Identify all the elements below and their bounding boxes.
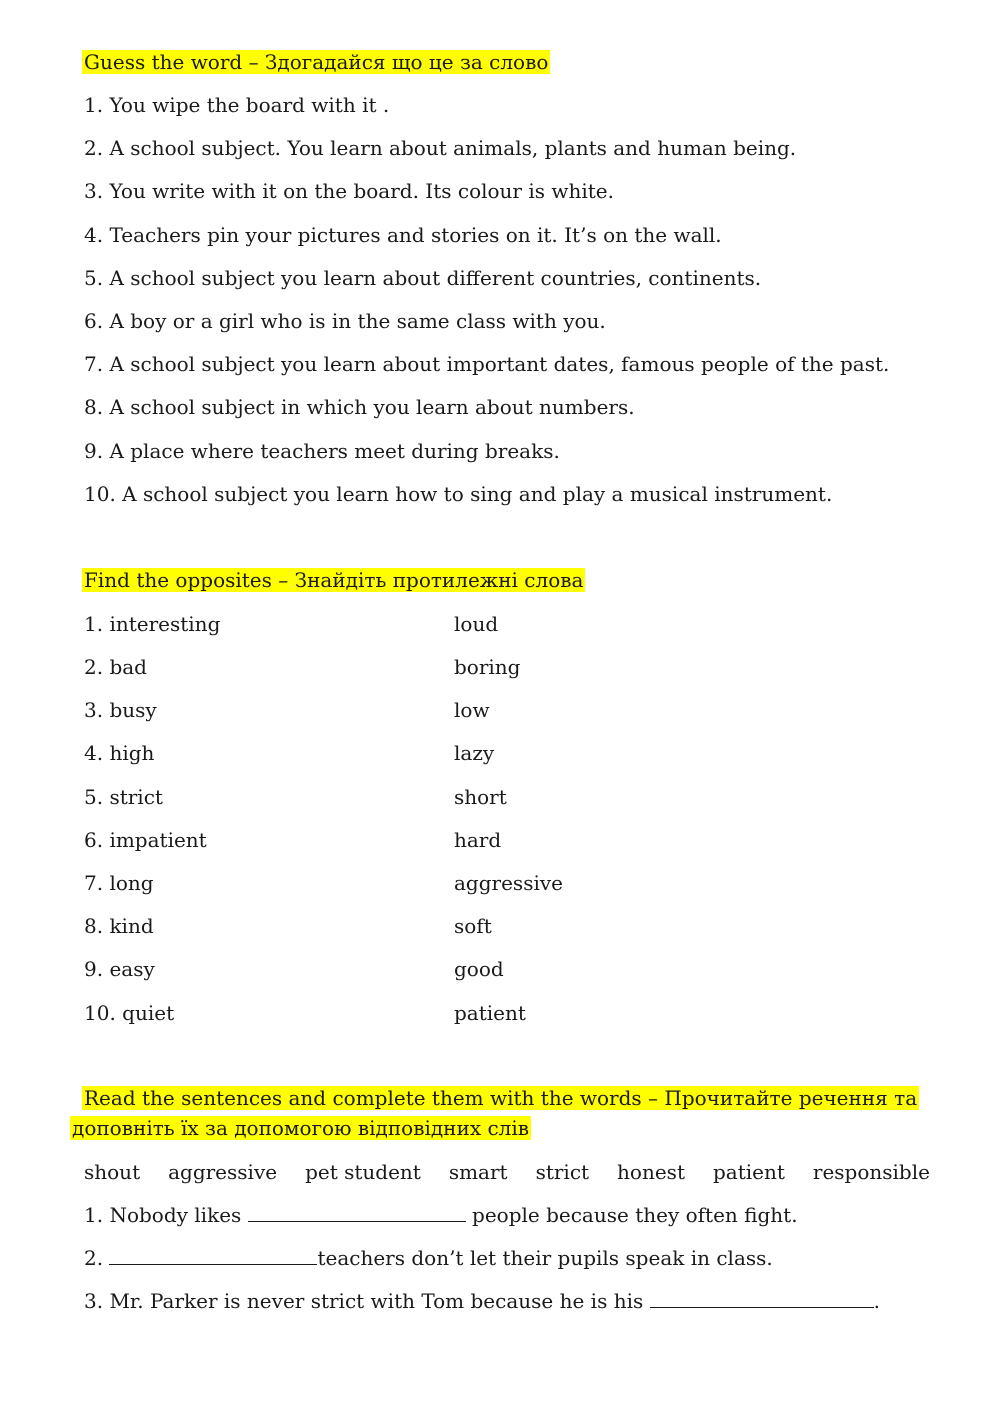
- guess-item-6: 6. A boy or a girl who is in the same class with you.: [84, 309, 606, 333]
- word-bank-item: patient: [712, 1160, 785, 1184]
- sentence-1-after: people because they often fight.: [465, 1203, 798, 1227]
- guess-item-3: 3. You write with it on the board. Its colour is white.: [84, 179, 614, 203]
- sentence-2: [84, 1243, 773, 1273]
- guess-the-word-heading: [82, 47, 550, 77]
- opposite-left-5: 5. strict: [84, 785, 163, 809]
- sentence-2-after: teachers don’t let their pupils speak in class.: [317, 1246, 773, 1270]
- sentence-1: [84, 1200, 798, 1230]
- sentence-1-blank[interactable]: [248, 1203, 466, 1222]
- guess-item-2: 2. A school subject. You learn about animals, plants and human being.: [84, 136, 797, 160]
- guess-item-1: 1. You wipe the board with it .: [84, 93, 390, 117]
- opposite-right-7: aggressive: [454, 871, 563, 895]
- sentence-3-blank[interactable]: [650, 1289, 874, 1308]
- guess-item-9: 9. A place where teachers meet during breaks.: [84, 439, 560, 463]
- opposite-right-2: boring: [454, 655, 521, 679]
- opposite-right-8: soft: [454, 914, 492, 938]
- find-opposites-heading: [82, 565, 585, 595]
- sentence-2-before: 2.: [84, 1246, 110, 1270]
- guess-item-7: 7. A school subject you learn about important dates, famous people of the past.: [84, 352, 890, 376]
- guess-item-5: 5. A school subject you learn about different countries, continents.: [84, 266, 762, 290]
- complete-sentences-title-line2: доповніть їх за допомогою відповідних слів: [72, 1116, 530, 1140]
- sentence-2-blank[interactable]: [109, 1246, 317, 1265]
- guess-item-8: 8. A school subject in which you learn about numbers.: [84, 395, 635, 419]
- opposite-left-9: 9. easy: [84, 957, 155, 981]
- word-bank-item: shout: [84, 1160, 141, 1184]
- word-bank-item: strict: [535, 1160, 590, 1184]
- complete-sentences-heading-line2: [70, 1113, 531, 1143]
- opposite-left-10: 10. quiet: [84, 1001, 175, 1025]
- guess-item-10: 10. A school subject you learn how to sing and play a musical instrument.: [84, 482, 833, 506]
- opposite-right-6: hard: [454, 828, 502, 852]
- complete-sentences-title-line1: Read the sentences and complete them with the words – Прочитайте речення та: [84, 1086, 918, 1110]
- complete-sentences-heading-line1: [82, 1083, 919, 1113]
- find-opposites-title: Find the opposites – Знайдіть протилежні слова: [84, 568, 584, 592]
- opposite-left-8: 8. kind: [84, 914, 154, 938]
- opposite-left-3: 3. busy: [84, 698, 157, 722]
- sentence-1-before: 1. Nobody likes: [84, 1203, 248, 1227]
- guess-item-4: 4. Teachers pin your pictures and stories on it. It’s on the wall.: [84, 223, 722, 247]
- opposite-right-1: loud: [454, 612, 499, 636]
- opposite-right-5: short: [454, 785, 507, 809]
- sentence-3-before: 3. Mr. Parker is never strict with Tom because he is his: [84, 1289, 650, 1313]
- word-bank: [84, 1157, 930, 1187]
- opposite-right-9: good: [454, 957, 504, 981]
- sentence-3-after: .: [873, 1289, 880, 1313]
- word-bank-item: aggressive: [168, 1160, 278, 1184]
- word-bank-item: honest: [617, 1160, 685, 1184]
- opposite-left-6: 6. impatient: [84, 828, 207, 852]
- opposite-left-4: 4. high: [84, 741, 155, 765]
- opposite-right-4: lazy: [454, 741, 495, 765]
- word-bank-item: responsible: [812, 1160, 930, 1184]
- opposite-left-1: 1. interesting: [84, 612, 221, 636]
- word-bank-item: smart: [448, 1160, 508, 1184]
- sentence-3: [84, 1286, 880, 1316]
- guess-the-word-title: Guess the word – Здогадайся що це за слово: [84, 50, 549, 74]
- opposite-left-2: 2. bad: [84, 655, 147, 679]
- word-bank-item: pet student: [305, 1160, 421, 1184]
- opposite-right-10: patient: [454, 1001, 526, 1025]
- opposite-left-7: 7. long: [84, 871, 154, 895]
- opposite-right-3: low: [454, 698, 490, 722]
